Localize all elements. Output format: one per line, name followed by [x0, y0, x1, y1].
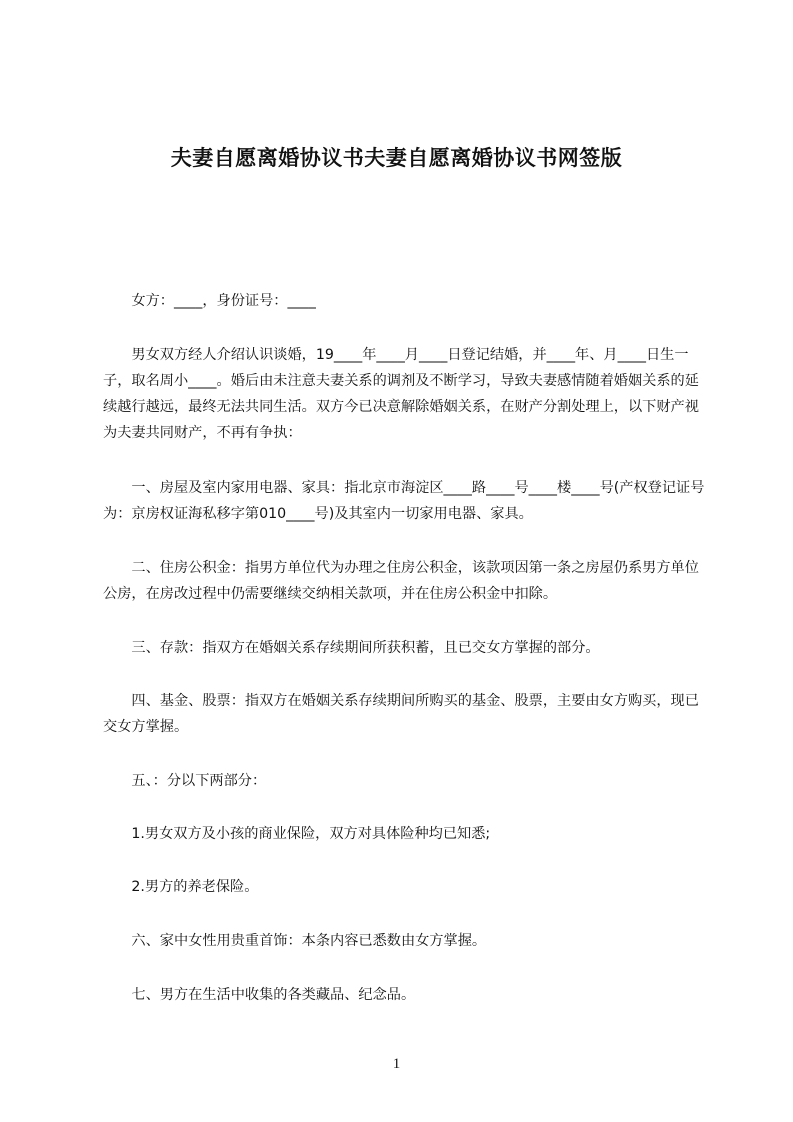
paragraph-item-funds-stocks: 四、基金、股票：指双方在婚姻关系存续期间所购买的基金、股票，主要由女方购买，现已交女方掌握。 — [103, 693, 699, 735]
paragraph-marriage-background: 男女双方经人介绍认识谈婚，19____年____月____日登记结婚，并____年、月____日生一子，取名周小____。婚后由未注意夫妻关系的调剂及不断学习，导致夫妻感情随着婚姻关系的延续越行越远，最终无法共同生活。双方今已决意解除婚姻关系，在财产分割处理上，以下财产视为夫妻共同财产，不再有争执： — [103, 347, 699, 441]
paragraph-item-jewelry: 六、家中女性用贵重首饰：本条内容已悉数由女方掌握。 — [103, 933, 487, 949]
paragraph-item-five-heading: 五、：分以下两部分： — [103, 773, 267, 789]
paragraph-item-savings: 三、存款：指双方在婚姻关系存续期间所获积蓄，且已交女方掌握的部分。 — [103, 640, 600, 656]
paragraph-item-housing-fund: 二、住房公积金：指男方单位代为办理之住房公积金，该款项因第一条之房屋仍系男方单位公房，在房改过程中仍需要继续交纳相关款项，并在住房公积金中扣除。 — [103, 560, 699, 602]
page-number: 1 — [392, 1056, 401, 1072]
paragraph-item-five-sub1: 1.男女双方及小孩的商业保险，双方对具体险种均已知悉; — [103, 826, 491, 842]
paragraph-item-five-sub2: 2.男方的养老保险。 — [103, 879, 259, 895]
paragraph-party-info: 女方：____，身份证号：____ — [103, 293, 316, 309]
document-title: 夫妻自愿离婚协议书夫妻自愿离婚协议书网签版 — [170, 146, 623, 170]
paragraph-item-house: 一、房屋及室内家用电器、家具：指北京市海淀区____路____号____楼____号(产权登记证号为：京房权证海私移字第010____号)及其室内一切家用电器、家具。 — [103, 480, 705, 522]
paragraph-item-collections: 七、男方在生活中收集的各类藏品、纪念品。 — [103, 987, 416, 1003]
